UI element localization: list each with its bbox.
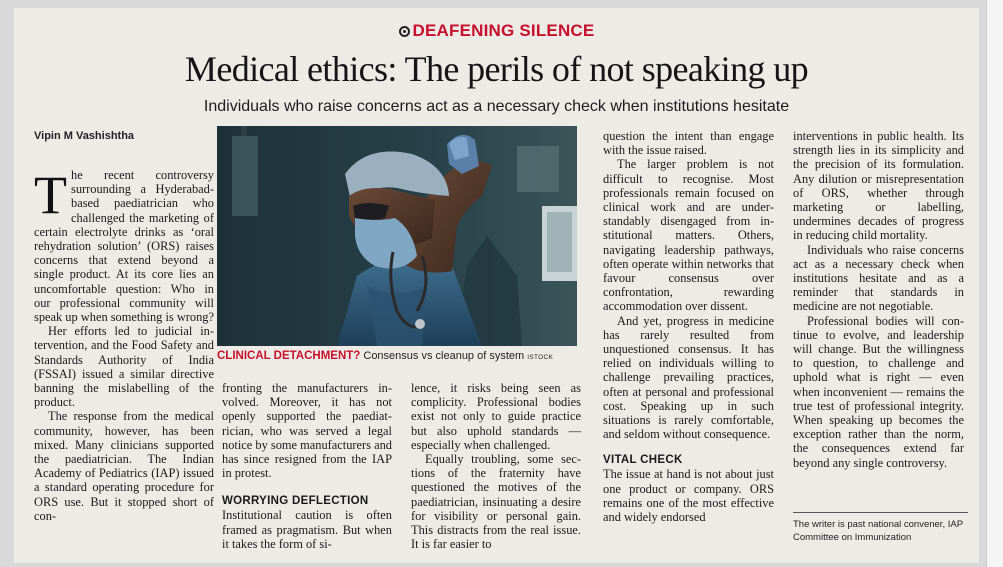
article-photo	[217, 126, 577, 346]
paragraph: question the intent than engage with the issue raised.	[603, 129, 774, 158]
lead-paragraph-text: he recent controversy surrounding a Hyderabad-based paediatrician who challenged the marketing of certain electrolyte drinks as ‘oral rehydration solution’ (ORS) raises concerns that extend beyond a single product. At its core lies an uncomfortable question: Who in our professional community will speak up when something is wrong?	[34, 168, 214, 325]
author-note: The writer is past national convener, IAP Committee on Immunization	[793, 519, 963, 543]
section-kicker	[14, 21, 979, 41]
photo-caption	[217, 350, 587, 362]
subheading: WORRYING DEFLECTION	[222, 495, 369, 508]
divider	[793, 512, 968, 513]
paragraph: Individuals who raise concerns act as a necessary check when institutions hesitate and as a reminder that standards in medicine are not negotiable.	[793, 242, 964, 314]
paragraph: Professional bodies will continue to evolve, and leadership will change. But the willingness to question, to challenge and uphold what is right — even when inconvenient — remains the true test of professional integrity. When speaking up becomes the exception rather than the norm, the consequences extend far beyond any single controversy.	[793, 313, 964, 470]
subheadline: Individuals who raise concerns act as a necessary check when institutions hesitate	[203, 98, 790, 115]
paragraph: lence, it risks being seen as complicity. Professional bodies exist not only to guide practice but also uphold standards — especially when challenged.	[411, 381, 581, 452]
column-3	[411, 381, 581, 551]
paragraph: The larger problem is not difficult to recognise. Most professionals remain focused on clinical work and are understandably disengaged from institutional matters. Others, navigating leadership pathways, often operate within networks that favour consensus over confrontation, rewarding accommodation over dissent.	[603, 157, 774, 314]
paragraph: Institutional caution is often framed as pragmatism. But when it takes the form of si-	[222, 508, 392, 551]
surgeon-photo-illustration	[217, 126, 577, 346]
paragraph: interventions in public health. Its strength lies in its simplicity and the precision of its formulation. Any dilution or misrepresentation of ORS, whether through marketing or labelling, undermines decades of progress in reducing child mortality.	[793, 129, 964, 243]
subheading: VITAL CHECK	[603, 454, 683, 467]
adjacent-page-edge	[986, 0, 1003, 567]
paragraph: Her efforts led to judicial intervention, and the Food Safety and Standards Authority of India (FSSAI) issued a similar directive banning the mislabelling of the product.	[34, 324, 214, 410]
lead-paragraph	[34, 165, 214, 325]
paragraph: The issue at hand is not about just one product or company. ORS remains one of the most effective and widely endorsed	[603, 467, 774, 525]
caption-label: CLINICAL DETACHMENT?	[217, 350, 361, 362]
headline: Medical ethics: The perils of not speaking up	[184, 49, 809, 89]
column-1	[34, 165, 214, 523]
paragraph: The response from the medical community, however, has been mixed. Many clinicians supported the paediatrician. The Indian Academy of Pediatrics (IAP) issued a standard operating procedure for ORS use. But it stopped short of con-	[34, 409, 214, 523]
paragraph: And yet, progress in medicine has rarely resulted from unquestioned consensus. It has relied on individuals willing to challenge prevailing practices, often at personal and professional cost. Speaking up in such situations is rarely comfortable, and seldom without consequence.	[603, 313, 774, 442]
kicker-bullet-icon	[399, 26, 410, 37]
paragraph: fronting the manufacturers involved. Moreover, it has not openly supported the paediatrician, who was served a legal notice by some manufacturers and has since resigned from the IAP in protest.	[222, 381, 392, 481]
caption-text: Consensus vs cleanup of system	[363, 350, 525, 362]
kicker-text: DEAFENING SILENCE	[412, 21, 595, 40]
column-2	[222, 381, 392, 551]
drop-cap: T	[34, 165, 67, 225]
paragraph: Equally troubling, some sections of the fraternity have questioned the motives of the paediatrician, insinuating a desire for visibility or personal gain. This distracts from the real issue. It is far easier to	[411, 452, 581, 552]
column-5	[793, 129, 964, 470]
byline: Vipin M Vashishtha	[34, 130, 135, 142]
column-4	[603, 129, 774, 524]
photo-credit: ISTOCK	[527, 354, 554, 361]
newspaper-page	[14, 8, 979, 563]
